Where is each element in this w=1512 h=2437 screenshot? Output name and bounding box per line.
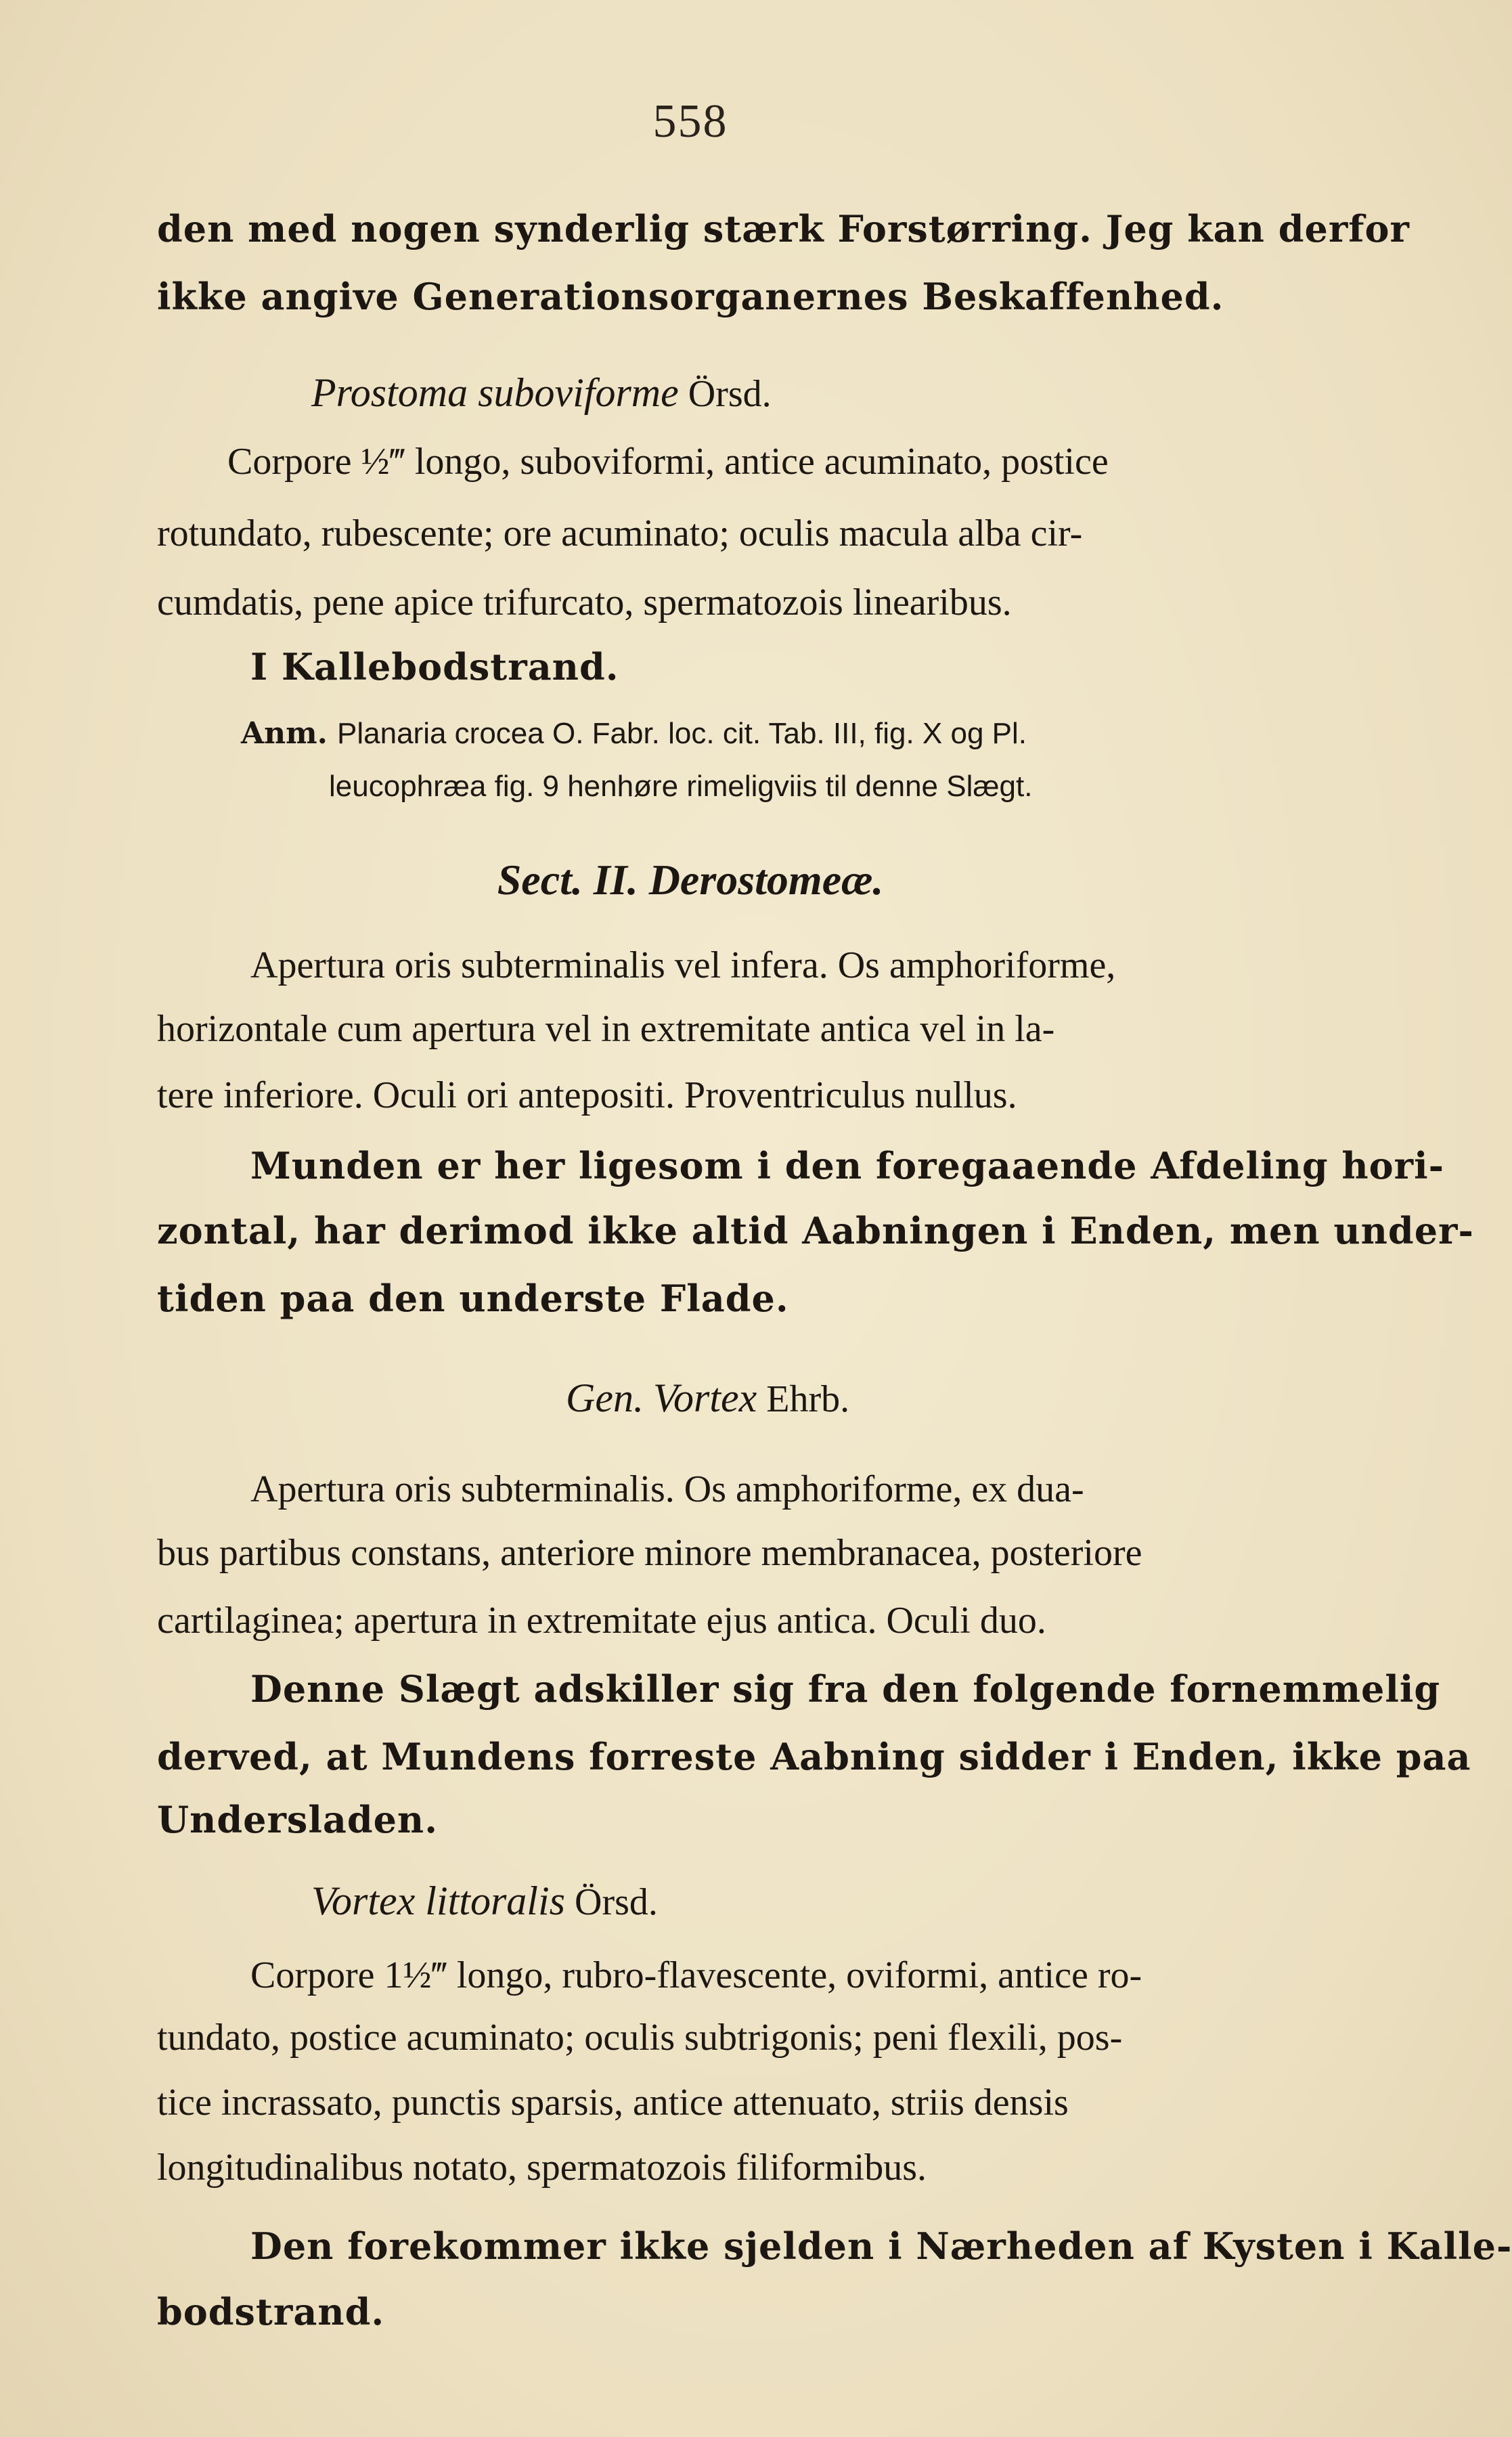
line-text: Apertura oris subterminalis vel infera. Os amphoriforme, (250, 944, 1116, 986)
genus-author: Ehrb. (766, 1378, 850, 1420)
line-text: tundato, postice acuminato; oculis subtrigonis; peni flexili, pos- (157, 2017, 1123, 2059)
text-line (157, 2278, 1321, 2346)
locality-line (250, 633, 619, 701)
line-text: cumdatis, pene apice trifurcato, spermatozois linearibus. (157, 581, 1012, 623)
line-text: Den forekommer ikke sjelden i Nærheden af Kysten i Kalle- (250, 2224, 1512, 2268)
line-text: bus partibus constans, anteriore minore membranacea, posteriore (157, 1532, 1142, 1574)
line-text: Corpore ½‴ longo, suboviformi, antice acuminato, postice (227, 441, 1109, 483)
species-name: Prostoma suboviforme (311, 370, 679, 415)
genus-heading (566, 1364, 849, 1433)
text-line (250, 2212, 1512, 2280)
text-line (157, 1587, 1321, 1654)
text-line (157, 2134, 1321, 2201)
section-heading: Sect. II. Derostomeæ. (497, 856, 884, 904)
text-line (250, 1455, 1321, 1523)
text-line (157, 1519, 1321, 1587)
line-text: I Kallebodstrand. (250, 645, 619, 688)
text-line (157, 263, 1321, 330)
line-text: Apertura oris subterminalis. Os amphoriforme, ex dua- (250, 1468, 1084, 1510)
text-line (250, 1655, 1441, 1723)
note-label: Anm. (241, 716, 328, 751)
line-text: Corpore 1½‴ longo, rubro-flavescente, oviformi, antice ro- (250, 1954, 1142, 1996)
text-line (157, 1061, 1321, 1129)
line-text: tice incrassato, punctis sparsis, antice attenuato, striis densis (157, 2082, 1069, 2124)
text-line (157, 195, 1410, 263)
text-line (250, 1132, 1445, 1200)
text-line (157, 1786, 1321, 1853)
line-text: Munden er her ligesom i den foregaaende Afdeling hori- (250, 1144, 1445, 1187)
species-heading (311, 359, 772, 428)
text-line (157, 2004, 1321, 2071)
genus-name: Vortex (652, 1376, 757, 1420)
line-text: ikke angive Generationsorganernes Beskaffenhed. (157, 275, 1224, 318)
species-author: Örsd. (575, 1881, 658, 1923)
line-text: cartilaginea; apertura in extremitate ejus antica. Oculi duo. (157, 1600, 1046, 1642)
line-text: Undersladen. (157, 1798, 438, 1841)
line-text: horizontale cum apertura vel in extremitate antica vel in la- (157, 1008, 1055, 1050)
line-text: longitudinalibus notato, spermatozois filiformibus. (157, 2147, 927, 2189)
line-text: bodstrand. (157, 2290, 385, 2333)
line-text: tiden paa den underste Flade. (157, 1277, 789, 1320)
line-text: tere inferiore. Oculi ori antepositi. Proventriculus nullus. (157, 1074, 1017, 1116)
note-text: Planaria crocea O. Fabr. loc. cit. Tab. III, fig. X og Pl. (337, 717, 1027, 750)
genus-prefix: Gen. (566, 1376, 644, 1420)
text-line (157, 1723, 1471, 1791)
page-number: 558 (652, 95, 728, 148)
line-text: rotundato, rubescente; ore acuminato; oculis macula alba cir- (157, 512, 1083, 554)
line-text: derved, at Mundens forreste Aabning sidder i Enden, ikke paa (157, 1735, 1471, 1778)
text-line (157, 995, 1321, 1063)
species-author: Örsd. (688, 373, 772, 415)
species-heading (311, 1867, 658, 1936)
text-line (157, 569, 1321, 636)
text-line (250, 1941, 1321, 2009)
text-line (227, 428, 1321, 496)
text-line (250, 931, 1321, 999)
text-line (157, 2069, 1321, 2136)
line-text: Denne Slægt adskiller sig fra den folgende fornemmelig (250, 1667, 1441, 1711)
line-text: den med nogen synderlig stærk Forstørring. Jeg kan derfor (157, 207, 1410, 250)
note-text: leucophræa fig. 9 henhøre rimeligviis til denne Slægt. (329, 770, 1033, 803)
note-line (329, 753, 1321, 820)
species-name: Vortex littoralis (311, 1879, 565, 1923)
text-line (157, 500, 1321, 567)
text-line (157, 1197, 1474, 1265)
line-text: zontal, har derimod ikke altid Aabningen i Enden, men under- (157, 1209, 1474, 1252)
text-line (157, 1265, 1321, 1332)
